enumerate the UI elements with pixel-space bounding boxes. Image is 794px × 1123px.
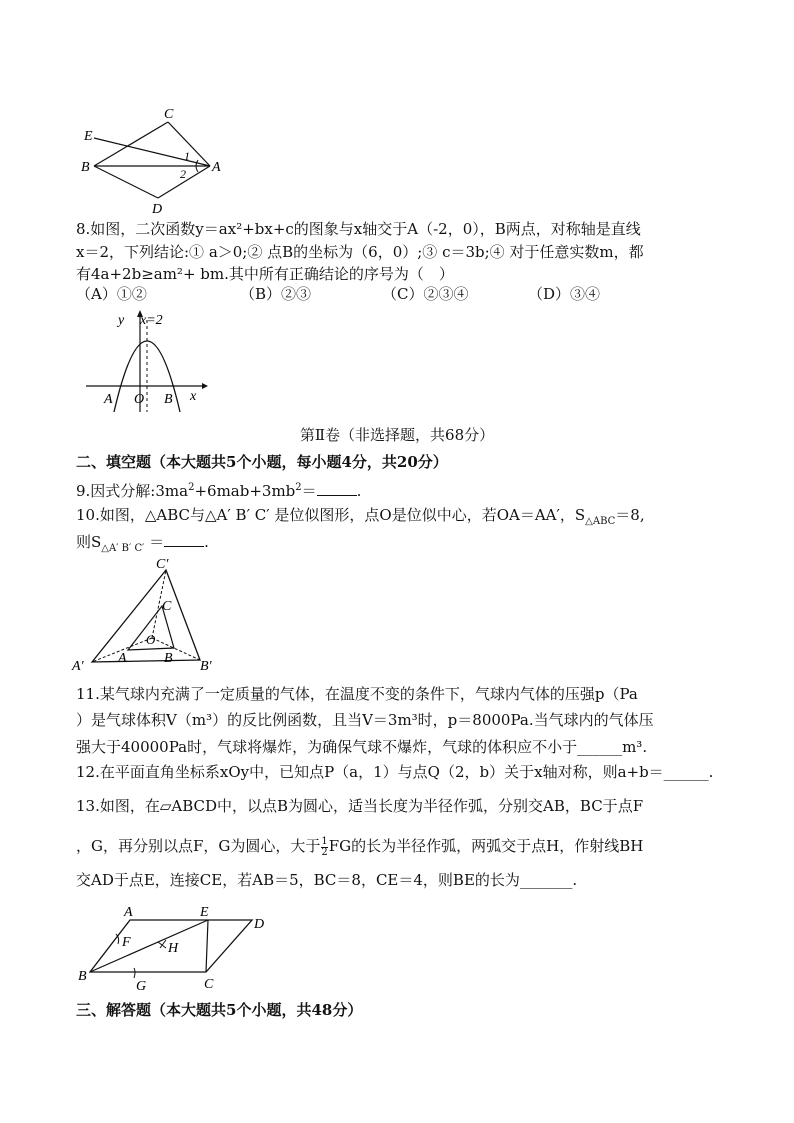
q9-suffix: ＝: [301, 482, 317, 500]
q13-label-a: A: [124, 905, 133, 920]
q8-option-c: （C）②③④: [382, 285, 469, 303]
q10-label-bp: B′: [200, 659, 212, 674]
fig7-label-e: E: [84, 129, 93, 144]
q10-label-ap: A′: [72, 659, 84, 674]
q8-line-3: 有4a+2b≥am²+ bm.其中所有正确结论的序号为（ ）: [76, 265, 454, 283]
fig7-label-c: C: [164, 107, 174, 122]
fig7-label-d: D: [152, 202, 163, 217]
q8-label-axis: x=2: [140, 313, 163, 328]
q10-label-b: B: [164, 651, 173, 666]
q13-label-e: E: [200, 905, 209, 920]
q8-line-1: 8.如图，二次函数y＝ax²+bx+c的图象与x轴交于A（-2，0），B两点，对称轴是直线: [76, 220, 641, 238]
q13-label-g: G: [136, 979, 147, 994]
q10-line-1: [76, 505, 645, 532]
q11-line-1: 11.某气球内充满了一定质量的气体，在温度不变的条件下，气球内气体的压强p（Pa: [76, 685, 638, 703]
q8-x-arrow: [202, 383, 208, 389]
section3-title: 三、解答题（本大题共5个小题，共48分）: [76, 1001, 363, 1019]
q10-line1-end: ＝8,: [615, 506, 645, 524]
fig7-line-e-b2: [94, 138, 156, 178]
fig7-label-2: 2: [180, 167, 186, 181]
q9-answer-blank: [317, 481, 357, 496]
q13-line-2: [76, 836, 643, 858]
q8-label-a: A: [104, 392, 113, 407]
q10-label-a: A: [118, 651, 127, 666]
q13-label-c: C: [204, 977, 214, 992]
fig7-line-d-b: [94, 166, 158, 198]
q13-line-3: 交AD于点E，连接CE，若AB＝5，BC＝8，CE＝4，则BE的长为_______.: [76, 871, 578, 889]
q8-option-d: （D）③④: [528, 285, 601, 303]
q10-triangle-outer: [92, 570, 200, 662]
q13-frac-num: 1: [321, 835, 328, 847]
q10-line2-mid: ＝: [144, 533, 165, 551]
q13-arc-g: [134, 968, 135, 978]
q10-sub2: △A′ B′ C′: [101, 543, 145, 554]
q13-label-d: D: [254, 917, 265, 932]
q9-line: 9.因式分解$:3ma^2+6mab+3mb^2=$ .: [76, 482, 362, 500]
fig7-line-c-b: [94, 122, 168, 166]
q10-label-cp: C′: [156, 557, 169, 572]
q11-line-3: 强大于40000Pa时，气球将爆炸，为确保气球不爆炸，气球的体积应不小于______m³.: [76, 738, 648, 756]
q10-label-c: C: [162, 599, 172, 614]
q13-label-h: H: [168, 941, 179, 956]
q8-label-x: x: [190, 389, 197, 404]
q9-prefix: 9.因式分解:3ma: [76, 482, 189, 500]
q8-label-y: y: [118, 313, 125, 328]
q13-label-f: F: [122, 935, 131, 950]
q10-line2-prefix: 则S: [76, 533, 102, 551]
q8-label-o: O: [134, 392, 145, 407]
q13-line2-suffix: FG的长为半径作弧，两弧交于点H，作射线BH: [328, 837, 644, 855]
q10-line2-end: .: [204, 533, 209, 551]
q10-answer-blank: [164, 532, 204, 547]
figure-q7: [76, 100, 236, 220]
fig7-label-1: 1: [184, 149, 190, 163]
q10-line-2: [76, 532, 209, 559]
q8-option-a: （A）①②: [76, 285, 147, 303]
q13-fraction: [321, 837, 327, 858]
q9-end: .: [356, 482, 362, 500]
q13-line2-prefix: ，G，再分别以点F，G为圆心，大于: [76, 837, 321, 855]
fig7-label-b: B: [81, 160, 90, 175]
q13-label-b: B: [78, 969, 87, 984]
q13-ray-be: [90, 920, 208, 972]
fig7-label-a: A: [212, 160, 221, 175]
figure-q13: [74, 900, 274, 996]
q10-label-o: O: [146, 632, 156, 647]
q13-line-1: 13.如图，在▱ABCD中，以点B为圆心，适当长度为半径作弧，分别交AB，BC于点F: [76, 797, 644, 815]
section2-title: 二、填空题（本大题共5个小题，每小题4分，共20分）: [76, 453, 448, 471]
q8-line-2: x＝2，下列结论:① a＞0;② 点B的坐标为（6，0）;③ c＝3b;④ 对于任意实数m，都: [76, 243, 644, 261]
q11-line-2: ）是气球体积V（m³）的反比例函数，且当V＝3m³时，p＝8000Pa.当气球内的气体压: [76, 711, 654, 729]
part2-title: 第Ⅱ卷（非选择题，共68分）: [299, 426, 495, 444]
q13-frac-den: 2: [321, 846, 328, 858]
q8-label-b: B: [164, 392, 173, 407]
figure-q8-parabola: [84, 308, 214, 418]
q8-option-b: （B）②③: [240, 285, 312, 303]
figure-q10: [66, 556, 226, 674]
q12-line: 12.在平面直角坐标系xOy中，已知点P（a，1）与点Q（2，b）关于x轴对称，则a+b＝______.: [76, 763, 714, 781]
q10-sub1: △ABC: [585, 516, 616, 527]
q13-line-ce: [206, 920, 208, 972]
q9-mid: +6mab+3mb: [194, 482, 296, 500]
fig7-line-e-a: [94, 138, 210, 166]
q10-line1-text: 10.如图，△ABC与△A′ B′ C′ 是位似图形，点O是位似中心，若OA＝AA′，S: [76, 506, 586, 524]
